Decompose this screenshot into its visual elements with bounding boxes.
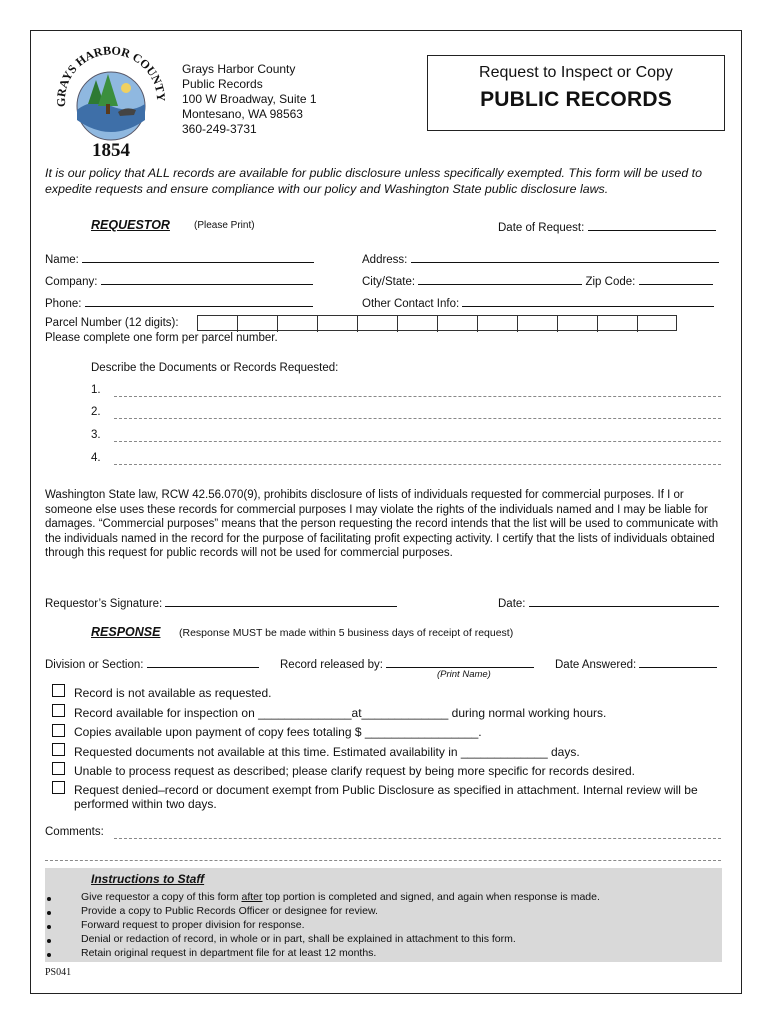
title-line1: Request to Inspect or Copy [479, 64, 673, 81]
doc-line-1[interactable] [114, 396, 721, 397]
requestor-heading: REQUESTOR [91, 218, 170, 232]
company-row [45, 272, 313, 288]
response-heading: RESPONSE [91, 625, 161, 639]
other-contact-row [362, 294, 714, 310]
agency-city: Montesano, WA 98563 [182, 107, 303, 121]
zip-label: Zip Code: [585, 276, 636, 288]
released-by-field[interactable] [386, 655, 534, 668]
option-4-checkbox[interactable] [52, 743, 65, 756]
option-2-label: Record available for inspection on ______________at_____________ during normal working hours. [74, 706, 607, 720]
released-by-label: Record released by: [280, 659, 383, 671]
phone-field[interactable] [85, 294, 313, 307]
signature-field[interactable] [165, 594, 397, 607]
agency-phone: 360-249-3731 [182, 122, 257, 136]
option-6-checkbox[interactable] [52, 781, 65, 794]
seal-year: 1854 [92, 140, 130, 161]
title-box [427, 55, 725, 131]
policy-text: It is our policy that ALL records are available for public disclosure unless specifically exempted. This form will be used to expedite requests and ensure compliance with our policy and Washington State public disclosure laws. [45, 166, 703, 196]
instructions-heading: Instructions to Staff [91, 872, 205, 886]
instruction-1: Give requestor a copy of this form after top portion is completed and signed, and again when response is made. [81, 891, 600, 903]
citystate-row [362, 272, 713, 288]
doc-line-3[interactable] [114, 441, 721, 442]
agency-street: 100 W Broadway, Suite 1 [182, 92, 317, 106]
date-answered-field[interactable] [639, 655, 717, 668]
county-seal-logo [52, 40, 170, 162]
doc-number-1: 1. [91, 384, 101, 396]
name-row [45, 250, 314, 266]
date-answered-label: Date Answered: [555, 659, 637, 671]
address-label: Address: [362, 254, 408, 266]
signature-row [45, 594, 397, 610]
company-label: Company: [45, 276, 98, 288]
option-3-checkbox[interactable] [52, 724, 65, 737]
option-6-label: Request denied–record or document exempt from Public Disclosure as specified in attachment. Internal review will be performed within two days. [74, 783, 698, 811]
division-label: Division or Section: [45, 659, 144, 671]
form-code: PS041 [45, 967, 72, 978]
requestor-note: (Please Print) [194, 220, 255, 231]
phone-row [45, 294, 313, 310]
date-of-request-label: Date of Request: [498, 222, 585, 234]
agency-name: Grays Harbor County [182, 62, 296, 76]
option-5-checkbox[interactable] [52, 762, 65, 775]
address-field[interactable] [411, 250, 719, 263]
agency-address [182, 62, 317, 137]
parcel-note: Please complete one form per parcel number. [45, 332, 278, 344]
citystate-label: City/State: [362, 276, 416, 288]
doc-number-2: 2. [91, 406, 101, 418]
comments-line-2[interactable] [45, 860, 721, 861]
response-note: (Response MUST be made within 5 business days of receipt of request) [179, 627, 514, 639]
company-field[interactable] [101, 272, 313, 285]
name-field[interactable] [82, 250, 314, 263]
comments-line-1[interactable] [114, 838, 721, 839]
signature-date-row [498, 594, 719, 610]
signature-date-label: Date: [498, 598, 526, 610]
doc-number-4: 4. [91, 452, 101, 464]
doc-line-2[interactable] [114, 418, 721, 419]
option-5-label: Unable to process request as described; please clarify request by being more specific for records desired. [74, 764, 635, 778]
bullet-3 [47, 925, 51, 929]
bullet-1 [47, 897, 51, 901]
title-line2: PUBLIC RECORDS [480, 88, 672, 111]
documents-heading: Describe the Documents or Records Requested: [91, 362, 339, 374]
law-text: Washington State law, RCW 42.56.070(9), prohibits disclosure of lists of individuals requested for commercial purposes. If I or someone else uses these records for commercial purposes I may violate the rights of the individuals named and I may be liable for damages. “Commercial purposes” means that the person requesting the record intends that the list will be used to communicate with the individuals named in the record for the purpose of facilitating profit expecting activity. I certify that the lists of individuals obtained through this request for public records will not be used for commercial purposes. [45, 489, 719, 559]
doc-number-3: 3. [91, 429, 101, 441]
doc-line-4[interactable] [114, 464, 721, 465]
date-answered-row [555, 655, 717, 671]
other-contact-field[interactable] [462, 294, 714, 307]
date-of-request-field[interactable] [588, 218, 716, 231]
option-1-label: Record is not available as requested. [74, 686, 272, 700]
name-label: Name: [45, 254, 79, 266]
option-3-label: Copies available upon payment of copy fees totaling $ _________________. [74, 725, 482, 739]
division-row [45, 655, 259, 671]
agency-dept: Public Records [182, 77, 263, 91]
address-row [362, 250, 719, 266]
option-1-checkbox[interactable] [52, 684, 65, 697]
citystate-field[interactable] [418, 272, 582, 285]
zip-field[interactable] [639, 272, 713, 285]
bullet-2 [47, 911, 51, 915]
instruction-5: Retain original request in department file for at least 12 months. [81, 947, 377, 959]
instruction-3: Forward request to proper division for response. [81, 919, 305, 931]
print-name-note: (Print Name) [437, 669, 491, 680]
instruction-2: Provide a copy to Public Records Officer or designee for review. [81, 905, 378, 917]
parcel-label: Parcel Number (12 digits): [45, 317, 179, 329]
bullet-5 [47, 953, 51, 957]
option-4-label: Requested documents not available at this time. Estimated availability in _____________ days. [74, 745, 580, 759]
instruction-4: Denial or redaction of record, in whole or in part, shall be explained in attachment to this form. [81, 933, 516, 945]
other-contact-label: Other Contact Info: [362, 298, 460, 310]
signature-label: Requestor’s Signature: [45, 598, 163, 610]
released-by-row [280, 655, 534, 671]
date-of-request [498, 218, 716, 234]
parcel-number-boxes[interactable] [197, 315, 677, 331]
bullet-4 [47, 939, 51, 943]
seal-arc-text: GRAYS HARBOR COUNTY [53, 43, 169, 108]
division-field[interactable] [147, 655, 259, 668]
signature-date-field[interactable] [529, 594, 719, 607]
option-2-checkbox[interactable] [52, 704, 65, 717]
comments-label: Comments: [45, 826, 104, 838]
phone-label: Phone: [45, 298, 82, 310]
